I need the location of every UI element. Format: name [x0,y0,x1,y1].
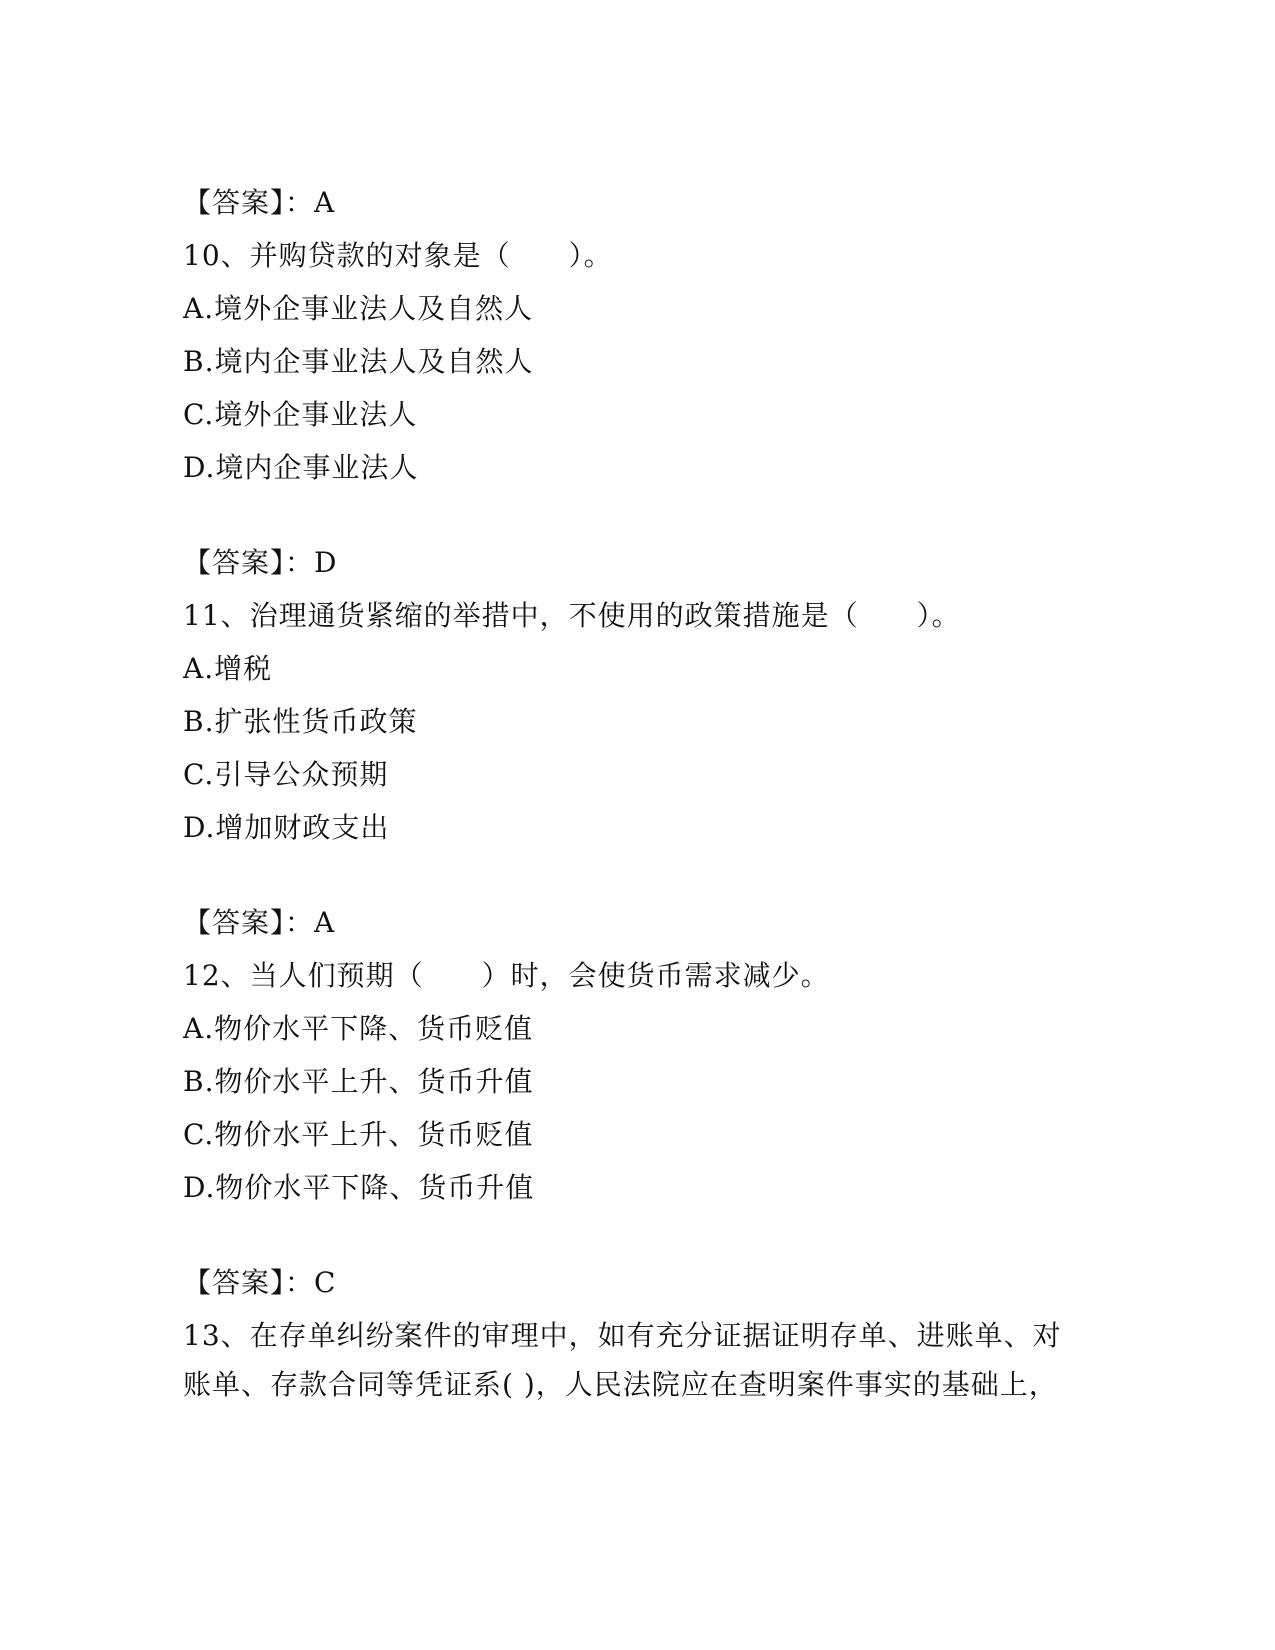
option-d: D.增加财政支出 [183,811,390,844]
option-c: C.引导公众预期 [183,758,389,791]
answer-line: 【答案】：A [183,186,336,219]
option-c: C.境外企事业法人 [183,398,418,431]
option-d: D.物价水平下降、货币升值 [183,1171,535,1204]
answer-line: 【答案】：D [183,546,338,579]
question-stem-line-1: 13、在存单纠纷案件的审理中，如有充分证据证明存单、进账单、对 [183,1319,1062,1352]
option-b: B.物价水平上升、货币升值 [183,1065,534,1098]
option-a: A.境外企事业法人及自然人 [183,292,534,325]
question-stem: 12、当人们预期（ ）时，会使货币需求减少。 [183,959,830,992]
option-d: D.境内企事业法人 [183,451,419,484]
answer-line: 【答案】：A [183,906,336,939]
option-b: B.境内企事业法人及自然人 [183,345,534,378]
question-stem-line-2: 账单、存款合同等凭证系( )，人民法院应在查明案件事实的基础上， [183,1368,1058,1401]
question-stem: 10、并购贷款的对象是（ ）。 [183,239,613,272]
option-a: A.物价水平下降、货币贬值 [183,1012,534,1045]
answer-line: 【答案】：C [183,1266,337,1299]
question-stem: 11、治理通货紧缩的举措中，不使用的政策措施是（ ）。 [183,599,961,632]
option-b: B.扩张性货币政策 [183,705,418,738]
option-c: C.物价水平上升、货币贬值 [183,1118,534,1151]
option-a: A.增税 [183,652,273,685]
